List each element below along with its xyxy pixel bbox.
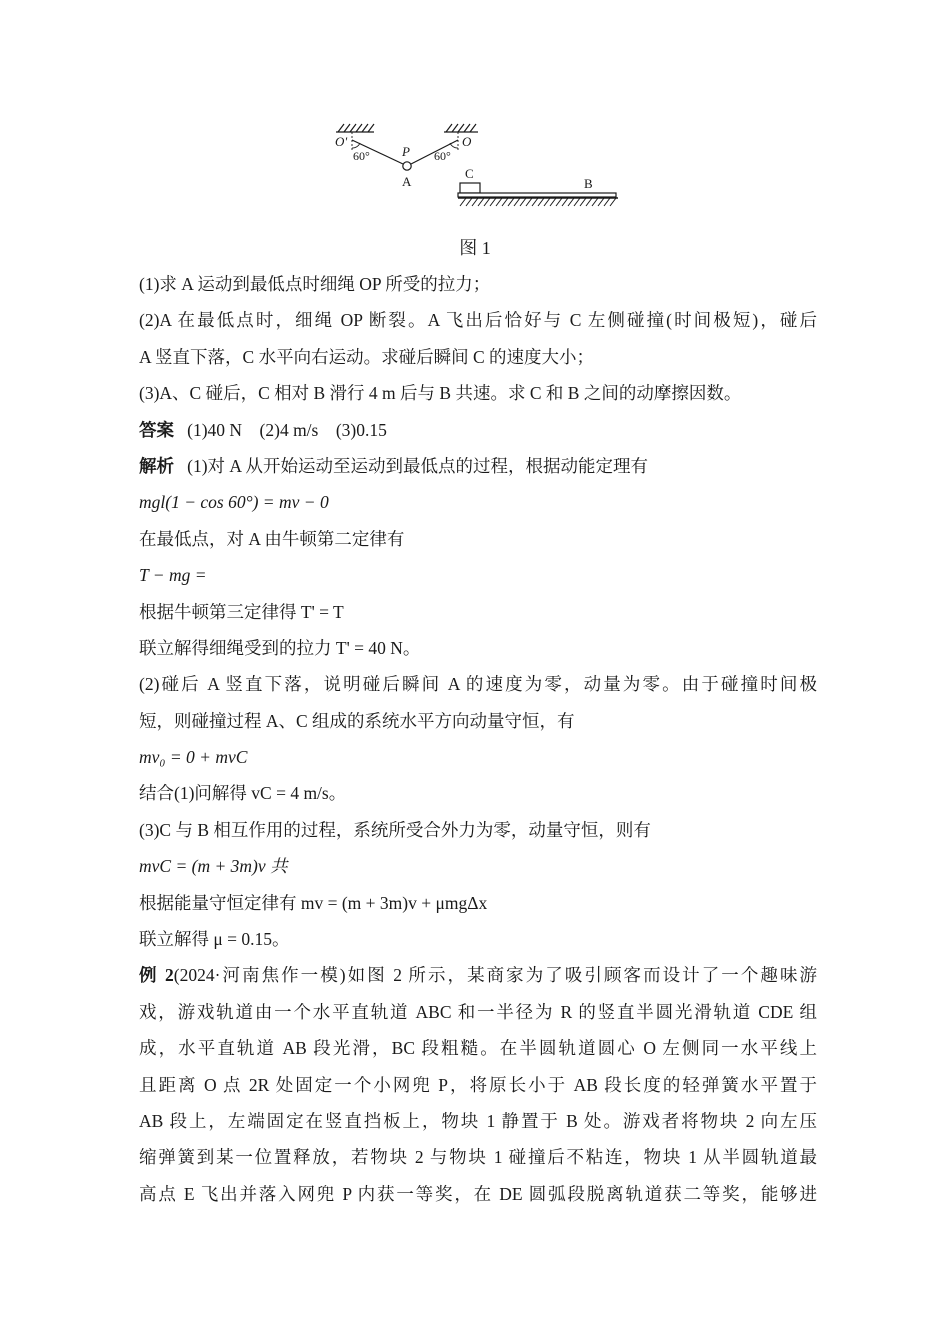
analysis-line-13: 根据能量守恒定律有 mv = (m + 3m)v + μmgΔx	[139, 892, 488, 913]
left-ceiling	[336, 124, 374, 132]
example-2-line-2: 戏，游戏轨道由一个水平直轨道 ABC 和一半径为 R 的竖直半圆光滑轨道 CDE 组	[139, 1001, 817, 1022]
analysis-line-4: T − mg =	[139, 565, 207, 586]
analysis-line-12: mvC = (m + 3m)v 共	[139, 856, 288, 877]
example-2-label: 例 2	[139, 965, 174, 986]
document-body	[139, 266, 817, 1212]
analysis-line-14: 联立解得 μ = 0.15。	[139, 929, 290, 950]
example-2-line-6: 缩弹簧到某一位置释放，若物块 2 与物块 1 碰撞后不粘连，物块 1 从半圆轨道最	[139, 1147, 817, 1168]
answer-values: (1)40 N (2)4 m/s (3)0.15	[187, 419, 387, 440]
label-o-left: O'	[335, 134, 348, 149]
example-2-text-1: 如图 2 所示，某商家为了吸引顾客而设计了一个趣味游	[345, 965, 818, 986]
analysis-line-10: 结合(1)问解得 vC = 4 m/s。	[139, 783, 347, 804]
analysis-line-2: mgl(1 − cos 60°) = mv − 0	[139, 492, 329, 513]
question-2-line-1: (2)A 在最低点时，细绳 OP 断裂。A 飞出后恰好与 C 左侧碰撞(时间极短)，碰后	[139, 310, 817, 331]
figure-caption: 图 1	[459, 238, 491, 258]
label-angle-right: 60°	[434, 149, 451, 163]
example-2-line-7: 高点 E 飞出并落入网兜 P 内获一等奖，在 DE 圆弧段脱离轨道获二等奖，能够进	[139, 1183, 817, 1204]
answer-label: 答案	[139, 419, 174, 440]
analysis-line-7: (2)碰后 A 竖直下落，说明碰后瞬间 A 的速度为零，动量为零。由于碰撞时间极	[139, 674, 817, 695]
label-c: C	[465, 166, 474, 181]
label-b: B	[584, 176, 593, 191]
plank-b	[458, 193, 616, 197]
label-angle-left: 60°	[353, 149, 370, 163]
question-2-line-2: A 竖直下落，C 水平向右运动。求碰后瞬间 C 的速度大小；	[139, 346, 595, 367]
analysis-row-1	[139, 448, 817, 484]
example-2-line-3: 成，水平直轨道 AB 段光滑，BC 段粗糙。在半圆轨道圆心 O 左侧同一水平线上	[139, 1038, 817, 1059]
analysis-line-9: mv₀ = 0 + mvC	[139, 747, 248, 768]
figure-1-diagram	[330, 118, 630, 218]
question-3: (3)A、C 碰后，C 相对 B 滑行 4 m 后与 B 共速。求 C 和 B 之间的动摩擦因数。	[139, 383, 742, 404]
label-p: P	[402, 144, 410, 159]
analysis-line-3: 在最低点，对 A 由牛顿第二定律有	[139, 528, 405, 549]
example-2-line-4: 且距离 O 点 2R 处固定一个小网兜 P，将原长小于 AB 段长度的轻弹簧水平置于	[139, 1074, 817, 1095]
analysis-line-5: 根据牛顿第三定律得 T' = T	[139, 601, 344, 622]
analysis-line-1: (1)对 A 从开始运动至运动到最低点的过程，根据动能定理有	[187, 455, 648, 476]
question-1	[139, 266, 817, 302]
answer-row	[139, 412, 817, 448]
q1-text: (1)求 A 运动到最低点时细绳 OP 所受的拉力；	[139, 274, 491, 294]
ground	[458, 198, 618, 206]
ball-a	[403, 162, 411, 170]
analysis-label: 解析	[139, 455, 174, 476]
analysis-line-8: 短，则碰撞过程 A、C 组成的系统水平方向动量守恒，有	[139, 710, 575, 731]
analysis-line-6: 联立解得细绳受到的拉力 T' = 40 N。	[139, 637, 421, 658]
example-2-line-5: AB 段上，左端固定在竖直挡板上，物块 1 静置于 B 处。游戏者将物块 2 向左压	[139, 1110, 817, 1131]
example-2-line-1	[139, 957, 817, 993]
block-c	[460, 183, 480, 193]
label-a: A	[402, 174, 412, 189]
analysis-line-11: (3)C 与 B 相互作用的过程，系统所受合外力为零，动量守恒，则有	[139, 819, 651, 840]
right-ceiling	[444, 124, 478, 132]
label-o-right: O	[462, 134, 472, 149]
example-2-source: (2024·河南焦作一模)	[173, 965, 346, 986]
